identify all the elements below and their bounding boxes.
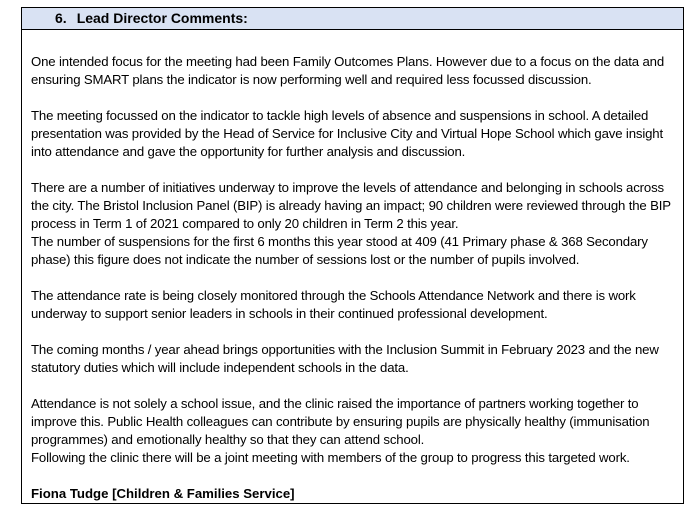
spacer bbox=[31, 323, 683, 341]
paragraph-partners: Attendance is not solely a school issue, and the clinic raised the importance of partners working together to improve this. Public Health colleagues can contribute by ensuring pupils are physically healthy (immunisation programmes) and emotionally healthy so that they can attend school. bbox=[31, 396, 650, 447]
signature: Fiona Tudge [Children & Families Service] bbox=[31, 486, 295, 501]
paragraph-coming-months: The coming months / year ahead brings opportunities with the Inclusion Summit in February 2023 and the new statutory duties which will include independent schools in the data. bbox=[31, 342, 659, 375]
spacer bbox=[31, 89, 683, 107]
section-header bbox=[22, 8, 683, 30]
paragraph-joint-meeting: Following the clinic there will be a joint meeting with members of the group to progress this targeted work. bbox=[31, 450, 630, 465]
paragraph-initiatives: There are a number of initiatives underway to improve the levels of attendance and belonging in schools across the city. The Bristol Inclusion Panel (BIP) is already having an impact; 90 children were reviewed through the BIP process in Term 1 of 2021 compared to only 20 children in Term 2 this year. bbox=[31, 180, 671, 231]
paragraph-family-outcomes: One intended focus for the meeting had been Family Outcomes Plans. However due to a focus on the data and ensuring SMART plans the indicator is now performing well and required less focussed discussion. bbox=[31, 54, 665, 87]
spacer bbox=[31, 467, 683, 485]
spacer bbox=[31, 161, 683, 179]
comments-body bbox=[22, 30, 683, 503]
spacer bbox=[31, 377, 683, 395]
spacer bbox=[31, 30, 683, 53]
section-number: 6. bbox=[55, 10, 67, 26]
lead-director-comments-table bbox=[21, 7, 684, 504]
section-title: Lead Director Comments: bbox=[76, 10, 248, 26]
paragraph-suspensions: The number of suspensions for the first 6 months this year stood at 409 (41 Primary phase & 368 Secondary phase) this figure does not indicate the number of sessions lost or the number of pupils involved. bbox=[31, 234, 648, 267]
paragraph-attendance-rate: The attendance rate is being closely monitored through the Schools Attendance Network and there is work underway to support senior leaders in schools in their continued professional development. bbox=[31, 288, 636, 321]
spacer bbox=[31, 269, 683, 287]
paragraph-meeting-focus: The meeting focussed on the indicator to tackle high levels of absence and suspensions in school. A detailed presentation was provided by the Head of Service for Inclusive City and Virtual Hope School which gave insight into attendance and gave the opportunity for further analysis and discussion. bbox=[31, 108, 663, 159]
